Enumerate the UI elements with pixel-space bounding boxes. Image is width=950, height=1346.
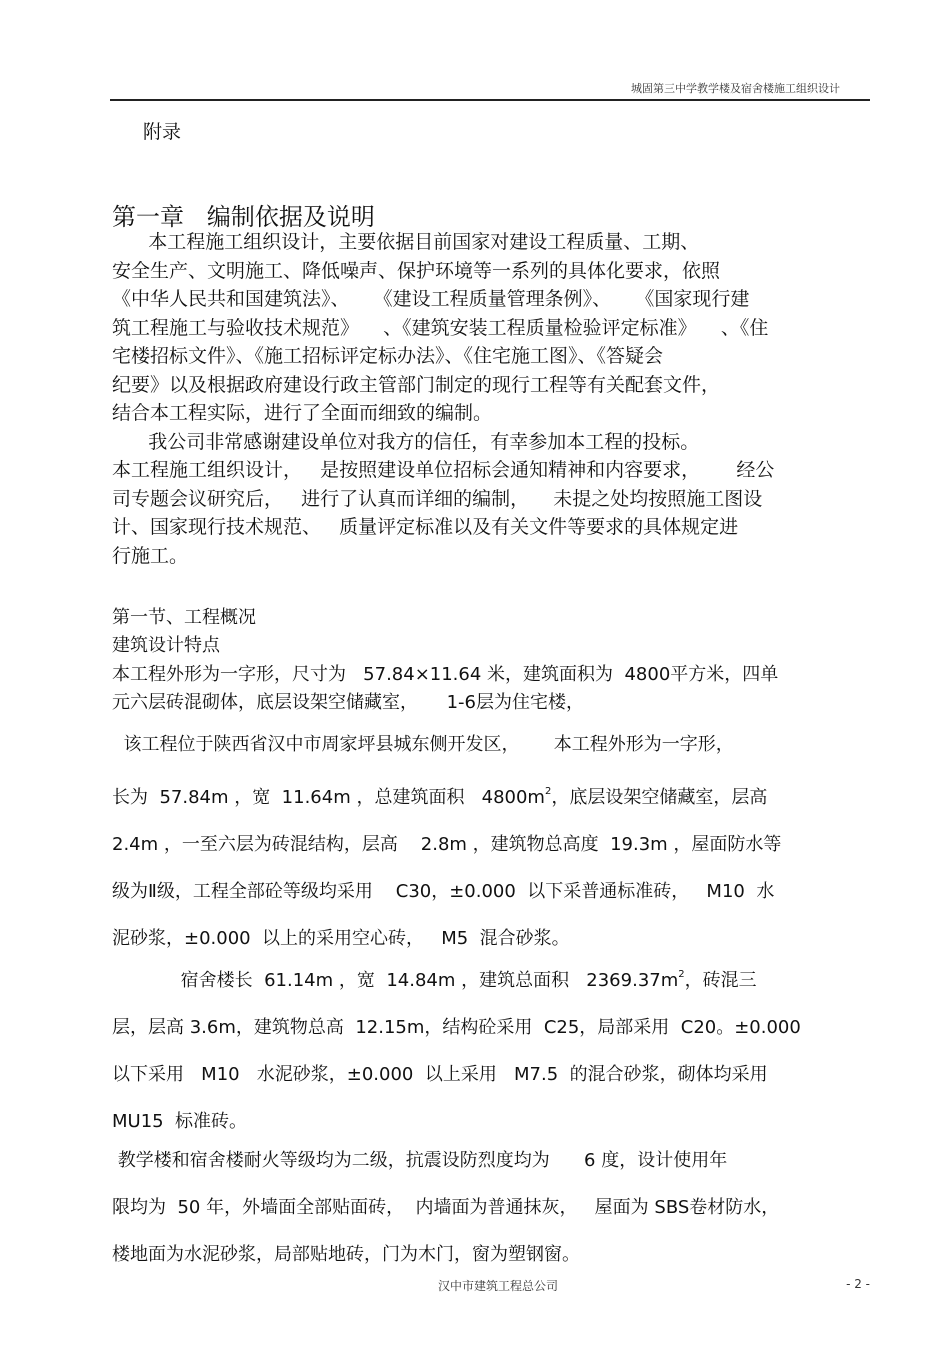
superscript: 2 xyxy=(678,969,685,980)
text-line: 元六层砖混砌体，底层设架空储藏室， 1-6层为住宅楼， xyxy=(112,692,585,713)
text-line: 2.4m ，一至六层为砖混结构，层高 2.8m ，建筑物总高度 19.3m ，屋面防水等 xyxy=(112,834,782,855)
text-line: 教学楼和宿舍楼耐火等级均为二级，抗震设防烈度均为 6 度，设计使用年 xyxy=(112,1150,728,1171)
subsection-title: 建筑设计特点 xyxy=(112,635,220,656)
paragraph-overview xyxy=(112,661,872,717)
text-line: 我公司非常感谢建设单位对我方的信任，有幸参加本工程的投标。 xyxy=(112,430,700,453)
text-line: MU15 标准砖。 xyxy=(112,1111,248,1132)
running-header: 城固第三中学教学楼及宿舍楼施工组织设计 xyxy=(631,82,840,95)
footer-company: 汉中市建筑工程总公司 xyxy=(438,1279,559,1293)
text-line: 结合本工程实际，进行了全面而细致的编制。 xyxy=(112,402,493,424)
appendix-label: 附录 xyxy=(143,121,182,143)
text-line: 限均为 50 年，外墙面全部贴面砖， 内墙面为普通抹灰， 屋面为 SBS卷材防水， xyxy=(112,1197,780,1218)
chapter-title: 第一章 编制依据及说明 xyxy=(112,203,375,231)
paragraph-basis xyxy=(112,228,872,570)
text-line: 《中华人民共和国建筑法》、 《建设工程质量管理条例》、 《国家现行建 xyxy=(112,288,750,310)
text-fragment: ，底层设架空储藏室，层高 xyxy=(551,787,768,808)
text-line: 本工程施工组织设计， 是按照建设单位招标会通知精神和内容要求， 经公 xyxy=(112,459,775,481)
text-line: 楼地面为水泥砂浆，局部贴地砖，门为木门，窗为塑钢窗。 xyxy=(112,1244,580,1265)
paragraph-teaching-building xyxy=(112,721,872,962)
header-rule xyxy=(110,99,870,101)
text-line: 层，层高 3.6m，建筑物总高 12.15m，结构砼采用 C25，局部采用 C20。±0.000 xyxy=(112,1017,801,1038)
text-line: 筑工程施工与验收技术规范》 、《建筑安装工程质量检验评定标准》 、《住 xyxy=(112,316,769,339)
paragraph-fire-seismic xyxy=(112,1137,872,1278)
text-line: 级为Ⅱ级，工程全部砼等级均采用 C30，±0.000 以下采普通标准砖， M10 水 xyxy=(112,881,775,902)
text-line: 本工程外形为一字形，尺寸为 57.84×11.64 米，建筑面积为 4800平方米，四单 xyxy=(112,664,779,685)
text-line xyxy=(112,768,872,821)
text-fragment: ，砖混三 xyxy=(684,970,757,991)
text-line: 该工程位于陕西省汉中市周家坪县城东侧开发区， 本工程外形为一字形， xyxy=(112,734,734,755)
text-line: 行施工。 xyxy=(112,544,189,567)
section-title: 第一节、工程概况 xyxy=(112,607,256,628)
text-line: 纪要》以及根据政府建设行政主管部门制定的现行工程等有关配套文件， xyxy=(112,373,721,396)
superscript: 2 xyxy=(544,786,552,797)
text-line xyxy=(112,951,872,1004)
text-line: 泥砂浆，±0.000 以上的采用空心砖， M5 混合砂浆。 xyxy=(112,928,570,949)
text-line: 司专题会议研究后， 进行了认真而详细的编制， 未提之处均按照施工图设 xyxy=(112,487,763,510)
text-line: 以下采用 M10 水泥砂浆，±0.000 以上采用 M7.5 的混合砂浆，砌体均采用 xyxy=(112,1064,768,1085)
paragraph-dormitory xyxy=(112,951,872,1145)
text-fragment: 宿舍楼长 61.14m ，宽 14.84m ，建筑总面积 2369.37m xyxy=(112,970,679,991)
text-line: 本工程施工组织设计，主要依据目前国家对建设工程质量、工期、 xyxy=(112,231,700,253)
text-line: 宅楼招标文件》、《施工招标评定标办法》、《住宅施工图》、《答疑会 xyxy=(112,345,664,367)
text-line: 计、国家现行技术规范、 质量评定标准以及有关文件等要求的具体规定进 xyxy=(112,516,739,538)
text-line: 安全生产、文明施工、降低噪声、保护环境等一系列的具体化要求，依照 xyxy=(112,259,721,282)
page-number: - 2 - xyxy=(846,1277,870,1291)
text-fragment: 长为 57.84m ，宽 11.64m ，总建筑面积 4800m xyxy=(112,787,545,808)
